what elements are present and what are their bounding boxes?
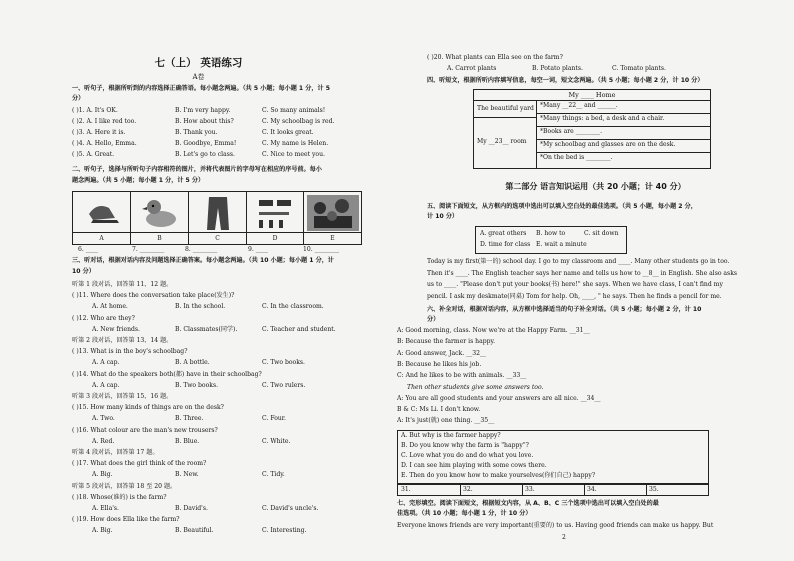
duck-picture (133, 194, 187, 232)
choices-box (397, 430, 709, 484)
option-a: A. great others (480, 230, 527, 237)
dialog-group-heading: 听第 2 段对话，回答第 13、14 题。 (72, 337, 173, 344)
picture-label: D (247, 232, 303, 244)
dialog-line: A: You are all good students and your answers are all nice. __34__ (397, 394, 601, 402)
option-a: A. A cap. (92, 359, 120, 367)
table-row-line (536, 139, 710, 140)
table-row-line (536, 113, 710, 114)
option-b: B. Three. (175, 415, 204, 423)
cap-picture (75, 194, 129, 232)
answer-blank: 8. ________ (185, 246, 218, 253)
cell-divider (522, 485, 523, 495)
dialog-line: A: It's just(就) one thing. __35__ (397, 417, 495, 425)
question-4-option-c: C. My name is Helen. (262, 140, 329, 147)
option-c: C. Tidy. (262, 471, 285, 479)
question-4-option-b: B. Goodbye, Emma! (175, 140, 237, 147)
table-row-line (474, 117, 536, 118)
question-5-option-c: C. Nice to meet you. (262, 151, 325, 158)
option-a: A. Big. (92, 527, 113, 535)
question-1-option-b: B. I'm very happy. (175, 107, 231, 114)
table-entry: *My schoolbag and glasses are on the desk. (540, 141, 676, 148)
page-subtitle: A卷 (192, 73, 205, 81)
question-1: ( )1. A. It's OK. (72, 107, 118, 114)
picture-label: A (73, 232, 130, 244)
option-c: C. Two books. (262, 359, 305, 367)
question-line: ( )18. Whose(谁的) is the farm? (72, 493, 167, 501)
table-divider (536, 100, 537, 168)
dialog-line: A: Good answer, Jack. __32__ (397, 349, 487, 357)
option-c: C. Two rulers. (262, 381, 306, 389)
option-a: A. New friends. (92, 325, 140, 333)
answer-blank: 7. ________ (132, 246, 165, 253)
answer-row (397, 484, 709, 496)
question-line: ( )17. What does the girl think of the room? (72, 460, 207, 468)
section-7-text: Everyone knows friends are very important(重要的) to us. Having good friends can make us happy. But (397, 522, 714, 529)
section-5-title-cont: 计 10 分） (427, 213, 459, 220)
dialog-group-heading: 听第 1 段对话，回答第 11、12 题。 (72, 281, 173, 288)
option-c: C. David's uncle's. (262, 505, 319, 512)
cell-divider (460, 485, 461, 495)
question-3-option-b: B. Thank you. (175, 129, 218, 136)
choice-a: A. But why is the farmer happy? (401, 432, 501, 439)
table-room-label: My __23__ room (477, 138, 527, 145)
question-line: ( )15. How many kinds of things are on the desk? (72, 404, 224, 412)
table-entry: *On the bed is ________. (540, 154, 613, 161)
picture-e (304, 192, 361, 244)
option-b: B. In the school. (175, 303, 226, 311)
question-line: ( )16. What colour are the man's new trousers? (72, 426, 218, 434)
picture-d (247, 192, 304, 244)
answer-cell: 32. (463, 486, 473, 493)
answer-cell: 35. (649, 486, 659, 493)
answer-cell: 33. (525, 486, 535, 493)
option-c: C. White. (262, 437, 291, 445)
dialog-group-heading: 听第 4 段对话，回答第 17 题。 (72, 449, 159, 456)
question-line: ( )14. What do the speakers both(都) have in their schoolbag? (72, 370, 262, 378)
q20-option-c: C. Tomato plants. (612, 65, 666, 72)
picture-b (131, 192, 189, 244)
option-b: B. Classmates(同学). (175, 325, 238, 333)
section-1-title: 一、听句子，根据所听到的内容选择正确答语。每小题念两遍。（共 5 小题；每小题 1 分，计 5 (72, 85, 330, 92)
picture-label: B (131, 232, 188, 244)
question-20: ( )20. What plants can Ella see on the farm? (427, 54, 563, 61)
option-a: A. A cap. (92, 381, 120, 389)
cell-divider (584, 485, 585, 495)
option-b: B. Two books. (175, 381, 219, 389)
q20-option-a: A. Carrot plants (447, 65, 497, 72)
question-2: ( )2. A. I like red too. (72, 118, 137, 125)
answer-blank: 9. ____ (248, 246, 268, 253)
options-box (475, 226, 627, 254)
page-title: 七（上） 英语练习 (154, 57, 243, 69)
cell-divider (646, 485, 647, 495)
question-3: ( )3. A. Here it is. (72, 129, 126, 136)
info-table (473, 89, 711, 169)
dialog-line: B: Because the farmer is happy. (397, 338, 496, 346)
dialog-line: B & C: Ms Li. I don't know. (397, 406, 481, 414)
dialog-group-heading: 听第 5 段对话，回答第 18 至 20 题。 (72, 482, 177, 490)
question-1-option-c: C. So many animals! (262, 107, 326, 114)
table-row-line (536, 126, 710, 127)
rulers-picture (249, 194, 303, 232)
page-number: 2 (562, 534, 566, 541)
section-7-title-cont: 佳选项。（共 10 小题；每小题 1 分，计 10 分） (397, 510, 532, 517)
part-2-heading: 第二部分 语言知识运用（共 20 小题；计 40 分） (505, 182, 686, 191)
option-a: A. At home. (92, 303, 128, 311)
dialog-group-heading: 听第 3 段对话，回答第 15、16 题。 (72, 393, 173, 400)
option-a: A. Ella's. (92, 505, 119, 512)
picture-label: C (189, 232, 246, 244)
choice-e: E. Then do you know how to make yourselves(你们自己) happy? (401, 472, 596, 479)
question-2-option-b: B. How about this? (175, 118, 234, 125)
passage-line: Today is my first(第一的) school day. I go to my classroom and ____. Many other students go in too. (427, 258, 730, 265)
trousers-picture (191, 194, 245, 232)
classroom-picture (306, 194, 360, 232)
table-row-line (536, 152, 710, 153)
table-entry: *Books are ________. (540, 128, 603, 135)
option-a: A. Two. (92, 415, 115, 423)
picture-c (189, 192, 247, 244)
dialog-line: B: Because he likes his job. (397, 360, 482, 368)
section-2-title: 二、听句子，选择与所听句子内容相符的图片，并将代表图片的字母写在相应的序号前。每小 (72, 166, 322, 173)
option-c: C. Teacher and student. (262, 325, 336, 333)
choice-b: B. Do you know why the farm is "happy"? (401, 442, 529, 449)
question-line: ( )19. How does Ella like the farm? (72, 516, 180, 524)
option-b: B. A bottle. (175, 359, 210, 367)
option-b: B. Blue. (175, 437, 200, 445)
picture-label: E (304, 232, 361, 244)
question-line: ( )11. Where does the conversation take place(发生)? (72, 292, 235, 300)
option-a: A. Big. (92, 471, 113, 479)
right-page (397, 0, 794, 561)
option-e: E. wait a minute (536, 241, 587, 248)
table-yard-label: The beautiful yard (477, 105, 534, 112)
picture-strip (72, 191, 362, 245)
q20-option-b: B. Potato plants. (532, 65, 583, 72)
section-3-title: 三、听对话，根据对话内容及问题选择正确答案。每小题念两遍。（共 10 小题；每小题 1 分，计 (72, 257, 334, 264)
section-6-title-cont: 分） (427, 316, 440, 323)
section-1-title-cont: 分） (72, 95, 85, 102)
question-4: ( )4. A. Hello, Emma. (72, 140, 137, 147)
choice-d: D. I can see him playing with some cows there. (401, 462, 547, 469)
option-c: C. Interesting. (262, 527, 307, 535)
option-a: A. Red. (92, 437, 115, 445)
question-line: ( )13. What is in the boy's schoolbag? (72, 348, 188, 356)
section-6-title: 六、补全对话，根据对话内容，从方框中选择适当的句子补全对话。（共 5 小题；每小题 2 分，计 10 (427, 306, 702, 313)
question-3-option-c: C. It looks great. (262, 129, 314, 136)
question-2-option-c: C. My schoolbag is red. (262, 118, 335, 125)
section-3-title-cont: 10 分） (72, 268, 95, 275)
passage-line: pencil. I ask my deskmate(同桌) Tom for help. Oh, ____, " he says. Then he finds a pencil for me. (427, 292, 722, 300)
option-b: B. David's. (175, 505, 208, 512)
table-heading: My ____ Home (474, 90, 710, 101)
question-line: ( )12. Who are they? (72, 314, 135, 322)
stage-note: Then other students give some answers too. (407, 383, 544, 391)
option-c: C. In the classroom. (262, 303, 324, 311)
passage-line: Then it's ____. The English teacher says her name and tells us how to __8__ in English. She also asks (427, 269, 738, 277)
dialog-line: A: Good morning, class. Now we're at the Happy Farm. __31__ (397, 327, 590, 334)
question-5-option-b: B. Let's go to class. (175, 151, 235, 158)
section-2-title-cont: 题念两遍。（共 5 小题；每小题 1 分，计 5 分） (72, 177, 205, 184)
option-b: B. how to (536, 230, 566, 237)
passage-line: us to ____. "Please don't put your books(书) here!" she says. When we have class, I can't find my (427, 281, 723, 288)
section-7-title: 七、完形填空。阅读下面短文，根据短文内容，从 A、B、C 三个选项中选出可以填入空白处的最 (397, 500, 659, 507)
option-b: B. New. (175, 471, 199, 479)
option-c: C. Four. (262, 415, 286, 423)
question-5: ( )5. A. Great. (72, 151, 115, 158)
answer-blank: 6. ____ (78, 246, 98, 253)
picture-a (73, 192, 131, 244)
option-c: C. sit down (584, 230, 619, 237)
answer-blank: 10. ________ (303, 246, 340, 253)
answer-cell: 34. (587, 486, 597, 493)
table-entry: *Many things: a bed, a desk and a chair. (540, 115, 665, 122)
section-4-title: 四、听短文，根据所听内容填写信息，每空一词，短文念两遍。（共 5 小题；每小题 2 分，计 10 分） (427, 77, 704, 84)
choice-c: C. Love what you do and do what you love. (401, 452, 534, 459)
dialog-line: C: And he likes to be with animals. __33__ (397, 372, 527, 380)
section-5-title: 五、阅读下面短文，从方框内的选项中选出可以填入空白处的最佳选项。（共 5 小题，每小题 2 分， (427, 203, 697, 210)
option-d: D. time for class (480, 241, 531, 248)
answer-cell: 31. (401, 486, 411, 493)
option-b: B. Beautiful. (175, 527, 214, 535)
table-entry: *Many __22__ and ______. (540, 102, 618, 109)
